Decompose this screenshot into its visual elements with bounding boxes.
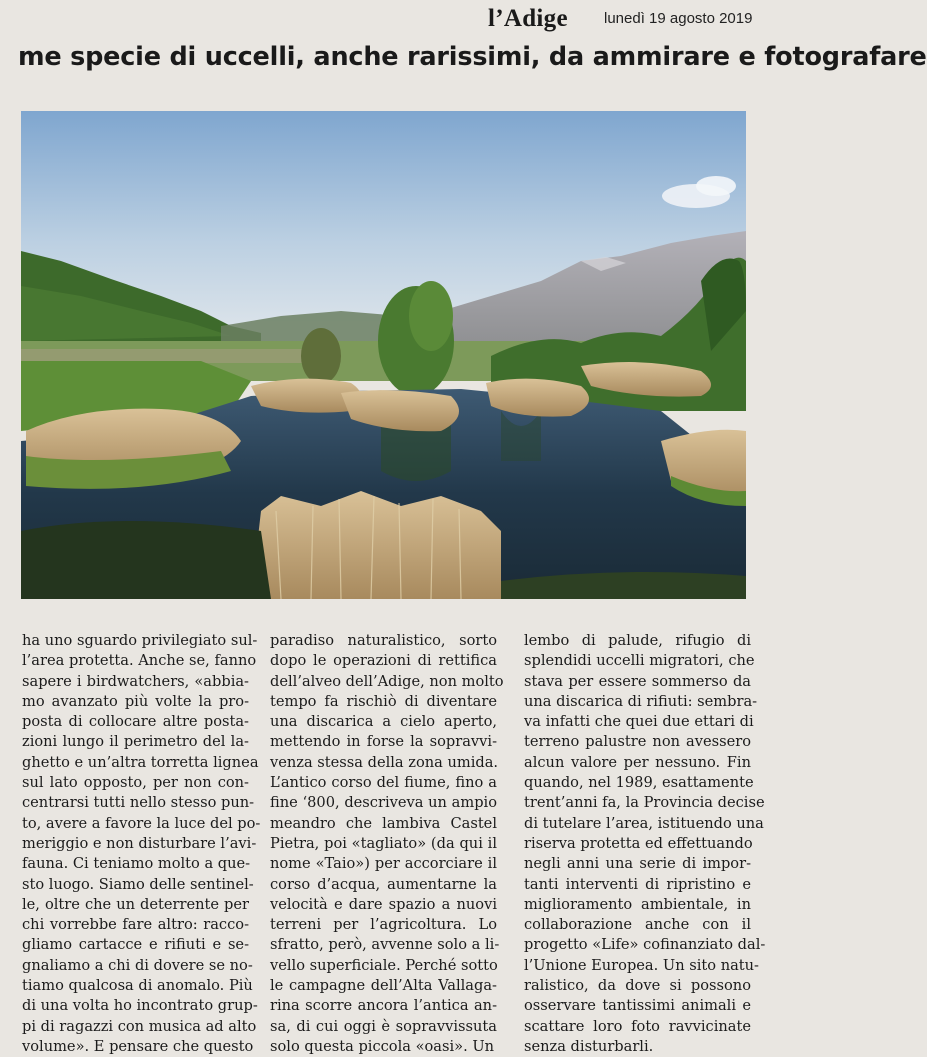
text-line: to, avere a favore la luce del po- bbox=[22, 814, 261, 832]
text-line: ha uno sguardo privilegiato sul- bbox=[22, 632, 258, 649]
text-line: dell’alveo dell’Adige, non molto bbox=[270, 672, 504, 690]
text-line: nome «Taio») per accorciare il bbox=[270, 855, 497, 873]
column-1-text bbox=[22, 631, 261, 1057]
text-line: solo questa piccola «oasi». Un bbox=[270, 1037, 495, 1055]
article-column-2 bbox=[270, 631, 504, 1057]
text-line: mettendo in forse la sopravvi- bbox=[270, 733, 497, 751]
foreground-reeds bbox=[251, 491, 501, 599]
text-line: le campagne dell’Alta Vallaga- bbox=[270, 977, 497, 995]
article-column-3 bbox=[524, 631, 766, 1057]
text-line: posta di collocare altre posta- bbox=[22, 713, 249, 731]
text-line: trent’anni fa, la Provincia decise bbox=[524, 794, 765, 812]
text-line: fine ‘800, descriveva un ampio bbox=[270, 794, 497, 812]
text-line: splendidi uccelli migratori, che bbox=[524, 652, 755, 670]
text-line: sa, di cui oggi è sopravvissuta bbox=[270, 1017, 497, 1035]
foreground-bank bbox=[21, 521, 271, 599]
wetland-landscape-image bbox=[21, 111, 746, 599]
text-line: velocità e dare spazio a nuovi bbox=[270, 895, 497, 913]
article-column-1 bbox=[22, 631, 261, 1057]
text-line: meandro che lambiva Castel bbox=[270, 814, 497, 832]
text-line: una discarica di rifiuti: sembra- bbox=[524, 692, 758, 710]
text-line: scattare loro foto ravvicinate bbox=[524, 1017, 751, 1035]
text-line: di una volta ho incontrato grup- bbox=[22, 997, 258, 1015]
text-line: volume». E pensare che questo bbox=[22, 1037, 254, 1055]
masthead bbox=[0, 0, 775, 36]
text-line: lembo di palude, rifugio di bbox=[524, 632, 751, 649]
text-line: alcun valore per nessuno. Fin bbox=[524, 753, 751, 771]
text-line: gliamo cartacce e rifiuti e se- bbox=[22, 936, 249, 954]
text-line: terreno palustre non avessero bbox=[524, 733, 751, 751]
text-line: centrarsi tutti nello stesso pun- bbox=[22, 794, 255, 812]
newspaper-logo: l’Adige bbox=[488, 5, 568, 32]
text-line: corso d’acqua, aumentarne la bbox=[270, 875, 497, 893]
publication-date: lunedì 19 agosto 2019 bbox=[604, 10, 753, 27]
article-photo bbox=[21, 111, 746, 599]
text-line: rina scorre ancora l’antica an- bbox=[270, 997, 497, 1015]
text-line: miglioramento ambientale, in bbox=[524, 895, 751, 913]
text-line: senza disturbarli. bbox=[524, 1037, 654, 1055]
text-line: riserva protetta ed effettuando bbox=[524, 834, 753, 852]
text-line: collaborazione anche con il bbox=[524, 916, 751, 934]
text-line: sto luogo. Siamo delle sentinel- bbox=[22, 875, 254, 893]
text-line: dopo le operazioni di rettifica bbox=[270, 652, 497, 670]
text-line: tempo fa rischiò di diventare bbox=[270, 692, 497, 710]
text-line: va infatti che quei due ettari di bbox=[524, 713, 754, 731]
text-line: una discarica a cielo aperto, bbox=[270, 713, 497, 731]
text-line: vello superficiale. Perché sotto bbox=[270, 956, 498, 974]
text-line: terreni per l’agricoltura. Lo bbox=[270, 916, 497, 934]
text-line: l’Unione Europea. Un sito natu- bbox=[524, 956, 759, 974]
text-line: tiamo qualcosa di anomalo. Più bbox=[22, 977, 253, 995]
text-line: tanti interventi di ripristino e bbox=[524, 875, 751, 893]
text-line: stava per essere sommerso da bbox=[524, 672, 751, 690]
text-line: gnaliamo a chi di dovere se no- bbox=[22, 956, 253, 974]
text-line: di tutelare l’area, istituendo una bbox=[524, 814, 764, 832]
text-line: l’area protetta. Anche se, fanno bbox=[22, 652, 257, 670]
column-2-text bbox=[270, 631, 504, 1057]
text-line: fauna. Ci teniamo molto a que- bbox=[22, 855, 251, 873]
text-line: venza stessa della zona umida. bbox=[270, 753, 499, 771]
text-line: chi vorrebbe fare altro: racco- bbox=[22, 916, 249, 934]
text-line: mo avanzato più volte la pro- bbox=[22, 692, 249, 710]
text-line: quando, nel 1989, esattamente bbox=[524, 774, 754, 792]
text-line: sfratto, però, avvenne solo a li- bbox=[270, 936, 500, 954]
column-3-text bbox=[524, 631, 766, 1057]
text-line: negli anni una serie di impor- bbox=[524, 855, 751, 873]
text-line: L’antico corso del fiume, fino a bbox=[270, 774, 497, 792]
text-line: Pietra, poi «tagliato» (da qui il bbox=[270, 834, 497, 852]
text-line: zioni lungo il perimetro del la- bbox=[22, 733, 249, 751]
text-line: meriggio e non disturbare l’avi- bbox=[22, 834, 257, 852]
text-line: progetto «Life» cofinanziato dal- bbox=[524, 936, 766, 954]
article-headline: me specie di uccelli, anche rarissimi, da ammirare e fotografare bbox=[18, 42, 927, 72]
text-line: osservare tantissimi animali e bbox=[524, 997, 751, 1015]
text-line: ralistico, da dove si possono bbox=[524, 977, 751, 995]
text-line: sul lato opposto, per non con- bbox=[22, 774, 249, 792]
text-line: ghetto e un’altra torretta lignea bbox=[22, 753, 259, 771]
text-line: le, oltre che un deterrente per bbox=[22, 895, 249, 913]
text-line: pi di ragazzi con musica ad alto bbox=[22, 1017, 257, 1035]
text-line: paradiso naturalistico, sorto bbox=[270, 632, 497, 649]
text-line: sapere i birdwatchers, «abbia- bbox=[22, 672, 249, 690]
